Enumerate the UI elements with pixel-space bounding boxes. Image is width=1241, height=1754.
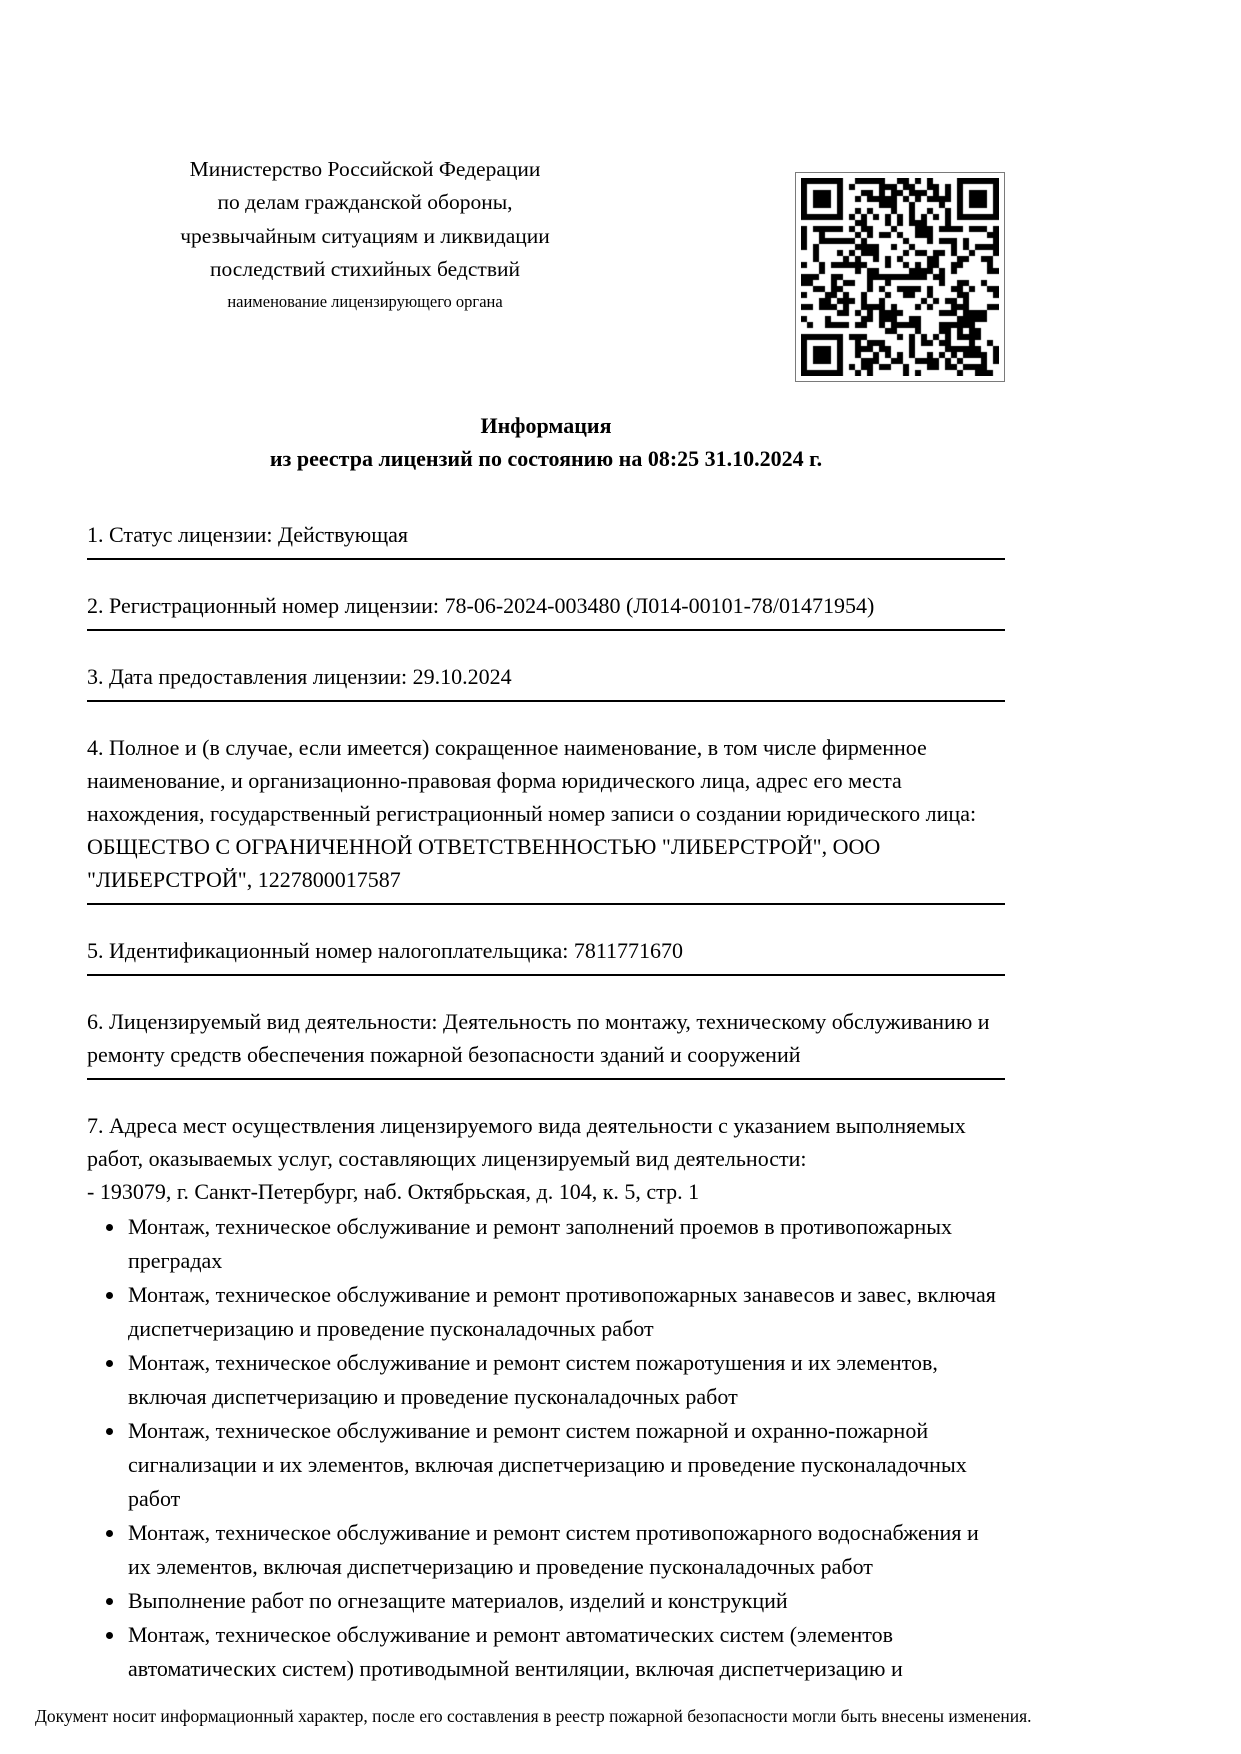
field-grant-date: 3. Дата предоставления лицензии: 29.10.2024 — [87, 660, 1005, 702]
title-line-2: из реестра лицензий по состоянию на 08:25 31.10.2024 г. — [269, 446, 823, 471]
works-list — [87, 1210, 1005, 1686]
field-legal-entity-name: 4. Полное и (в случае, если имеется) сокращенное наименование, в том числе фирменное наименование, и организационно-правовая форма юридического лица, адрес его места нахождения, государственный регистрационный номер записи о создании юридического лица: ОБЩЕСТВО С ОГРАНИЧЕННОЙ ОТВЕТСТВЕННОСТЬЮ "ЛИБЕРСТРОЙ", ООО "ЛИБЕРСТРОЙ", 1227800017587 — [87, 731, 1005, 905]
informational-note: Документ носит информационный характер, после его составления в реестр пожарной безопасности могли быть внесены изменения. — [35, 1706, 1032, 1726]
work-item: • Монтаж, техническое обслуживание и ремонт противопожарных занавесов и завес, включая диспетчеризацию и проведение пусконаладочных работ — [126, 1278, 1005, 1346]
authority-line: по делам гражданской обороны, — [217, 190, 513, 215]
authority-line: последствий стихийных бедствий — [210, 256, 520, 281]
work-item: • Монтаж, техническое обслуживание и ремонт систем пожарной и охранно-пожарной сигнализации и их элементов, включая диспетчеризацию и проведение пусконаладочных работ — [126, 1414, 1005, 1516]
field-registration-number: 2. Регистрационный номер лицензии: 78-06-2024-003480 (Л014-00101-78/01471954) — [87, 589, 1005, 631]
addresses-section — [87, 1109, 1005, 1686]
address-line: - 193079, г. Санкт-Петербург, наб. Октябрьская, д. 104, к. 5, стр. 1 — [87, 1179, 700, 1204]
title-line-1: Информация — [480, 413, 612, 438]
licensing-authority-block — [87, 153, 643, 315]
work-item: • Выполнение работ по огнезащите материалов, изделий и конструкций — [126, 1584, 1005, 1618]
work-item: • Монтаж, техническое обслуживание и ремонт систем противопожарного водоснабжения и их элементов, включая диспетчеризацию и проведение пусконаладочных работ — [126, 1516, 1005, 1584]
qr-code-icon — [801, 178, 999, 376]
work-item: • Монтаж, техническое обслуживание и ремонт систем пожаротушения и их элементов, включая диспетчеризацию и проведение пусконаладочных работ — [126, 1346, 1005, 1414]
qr-code-frame — [795, 172, 1005, 382]
field-taxpayer-number: 5. Идентификационный номер налогоплательщика: 7811771670 — [87, 934, 1005, 976]
authority-caption: наименование лицензирующего органа — [227, 292, 503, 312]
field-licensed-activity: 6. Лицензируемый вид деятельности: Деятельность по монтажу, техническому обслуживанию и ремонту средств обеспечения пожарной безопасности зданий и сооружений — [87, 1005, 1005, 1080]
work-item: • Монтаж, техническое обслуживание и ремонт заполнений проемов в противопожарных преградах — [126, 1210, 1005, 1278]
document-header — [87, 0, 1005, 382]
work-item: • Монтаж, техническое обслуживание и ремонт автоматических систем (элементов автоматических систем) противодымной вентиляции, включая диспетчеризацию и — [126, 1618, 1005, 1686]
registry-fields — [87, 518, 1005, 1080]
authority-line: чрезвычайным ситуациям и ликвидации — [180, 223, 550, 248]
authority-line: Министерство Российской Федерации — [189, 157, 541, 181]
document-title — [87, 409, 1005, 475]
addresses-intro: 7. Адреса мест осуществления лицензируемого вида деятельности с указанием выполняемых работ, оказываемых услуг, составляющих лицензируемый вид деятельности: — [87, 1113, 966, 1171]
field-license-status: 1. Статус лицензии: Действующая — [87, 518, 1005, 560]
